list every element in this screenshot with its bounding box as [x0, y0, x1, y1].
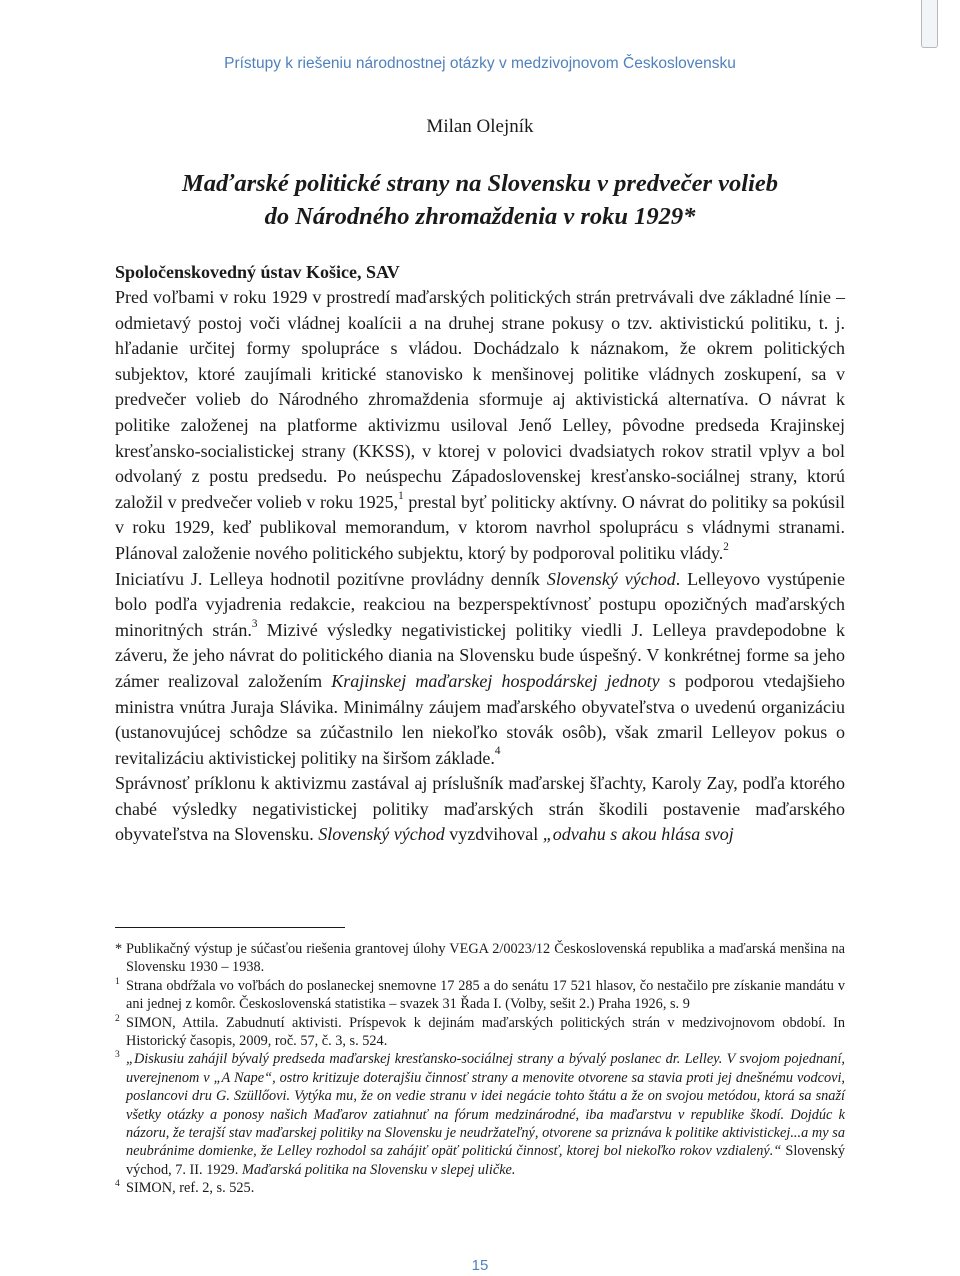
paragraph-1: Pred voľbami v roku 1929 v prostredí maďarských politických strán pretrvávali dve základné línie – odmietavý postoj voči vládnej koalícii a na druhej strane pokusy o tzv. aktivistickú politiku, t. j. hľadanie určitej formy spolupráce s vládou. Dochádzalo k náznakom, že okrem politických subjektov, ktoré zaujímali kritické stanovisko k menšinovej politike vládnych zoskupení, sa v predvečer volieb do Národného zhromaždenia sformuje aj aktivistická alternatíva. O návrat k politike založenej na platforme aktivizmu usiloval Jenő Lelley, pôvodne predseda Krajinskej kresťansko-socialistickej strany (KKSS), v ktorej v polovici dvadsiatych rokov stratil vplyv a bol odvolaný z postu predsedu. Po neúspechu Západoslovenskej kresťansko-sociálnej strany, ktorú založil v predvečer volieb v roku 1925,$^1$ prestal byť politicky aktívny. O návrat do politiky sa pokúsil v roku 1929, keď publikoval memorandum, v ktorom navrhol spoluprácu s vládnymi stranami. Plánoval založenie nového politického subjektu, ktorý by podporoval politiku vlády.$^2$ — [115, 287, 845, 563]
page-number: 15 — [471, 1257, 489, 1274]
footnote-ref-4[interactable]: 4 — [494, 745, 501, 758]
author-affiliation: Spoločenskovedný ústav Košice, SAV — [115, 262, 400, 282]
bookmark-tab-icon — [921, 0, 938, 48]
footnote-ref-3[interactable]: 3 — [251, 617, 258, 630]
newspaper-name: Slovenský východ — [546, 568, 676, 589]
footnote-marker: 4 — [115, 1179, 120, 1190]
title-line-2: do Národného zhromaždenia v roku 1929* — [264, 203, 696, 230]
paragraph-3: Správnosť príklonu k aktivizmu zastával aj príslušník maďarskej šľachty, Karoly Zay, podľa ktorého chabé výsledky negativistickej politiky maďarských strán škodili postavenie maďarského obyvateľstva na Slovensku. Slovenský východ vyzdvihoval „odvahu s akou hlása svoj — [115, 773, 845, 845]
paragraph-2: Iniciatívu J. Lelleya hodnotil pozitívne provládny denník Slovenský východ. Lelleyovo vystúpenie bolo podľa vyjadrenia redakcie, reakciou na bezperspektívnosť postupu opozičných maďarských minoritných strán.$^3$ Mizivé výsledky negativistickej politiky viedli J. Lelleya pravdepodobne k záveru, že jeho návrat do politického diania na Slovensku bude úspešný. V konkrétnej forme sa jeho zámer realizoval založením Krajinskej maďarskej hospodárskej jednoty s podporou vtedajšieho ministra vnútra Juraja Slávika. Minimálny záujem maďarského obyvateľstva o uvedenú organizáciu (ustanovujúcej schôdze sa zúčastnilo len niekoľko stovák osôb), však zmaril Lelleyov pokus o revitalizáciu aktivistickej politiky na širšom základe.$^4$ — [115, 568, 846, 768]
footnote-ref-2[interactable]: 2 — [723, 540, 729, 553]
newspaper-name: Slovenský východ — [318, 824, 445, 845]
footnote-1: 1 Strana obdŕžala vo voľbách do poslaneckej snemovne 17 285 a do senátu 17 521 hlasov, čo nestačilo pre získanie mandátu v ani jednej z komôr. Československá statistika – svazek 31 Řada I. (Volby, sešit 2.) Praha 1926, s. 9 — [115, 977, 845, 1014]
running-head: Prístupy k riešeniu národnostnej otázky v medzivojnovom Československu — [224, 55, 736, 72]
footnote-star: * Publikačný výstup je súčasťou riešenia grantovej úlohy VEGA 2/0023/12 Československá republika a maďarská menšina na Slovensku 1930 – 1938. — [115, 941, 845, 976]
footnote-4: 4 SIMON, ref. 2, s. 525. — [115, 1179, 845, 1197]
article-body — [115, 285, 845, 848]
footnotes — [115, 940, 845, 1198]
article-title — [0, 167, 960, 233]
footnote-marker: 2 — [115, 1013, 120, 1024]
footnote-2: 2 SIMON, Attila. Zabudnutí aktivisti. Príspevok k dejinám maďarských politických strán v medzivojnovom období. In Historický časopis, 2009, roč. 57, č. 3, s. 524. — [115, 1014, 845, 1051]
party-name: Krajinskej maďarskej hospodárskej jednoty — [331, 670, 660, 691]
footnote-marker: 3 — [115, 1050, 120, 1061]
quotation: „odvahu s akou hlása svoj — [542, 824, 734, 845]
footnote-3: 3 „Diskusiu zahájil bývalý predseda maďarskej kresťansko-sociálnej strany a bývalý poslanec dr. Lelley. V svojom pojednaní, uverejnenom v „A Nape“, ostro kritizuje doterajšiu činnosť strany a menovite otvorene sa stavia proti jej dnešnému vodcovi, poslancovi dru G. Szüllőovi. Vytýka mu, že on vedie stranu v idei negácie tohto štátu a že on svojou metódou, ktorá sa snaží všetky otázky a ponosy našich Maďarov zatiahnuť na fórum medzinárodné, iba maďarstvu v republike škodí. Dojdúc k názoru, že terajší stav maďarskej politiky na Slovensku je neudržateľný, otvorene sa priznáva k politike aktivistickej...a my sa neubránime domienke, že Lelley rozhodol sa zahájiť opäť politickú činnosť, ktorej bol niekoľko rokov vzdialený.“ Slovenský východ, 7. II. 1929. Maďarská politika na Slovensku v slepej uličke. — [115, 1050, 845, 1179]
footnote-ref-1[interactable]: 1 — [398, 489, 404, 502]
author-name: Milan Olejník — [426, 116, 534, 137]
footnote-marker: * — [115, 941, 123, 957]
title-line-1: Maďarské politické strany na Slovensku v predvečer volieb — [181, 170, 779, 197]
footnote-separator — [115, 927, 345, 928]
footnote-marker: 1 — [115, 976, 120, 987]
